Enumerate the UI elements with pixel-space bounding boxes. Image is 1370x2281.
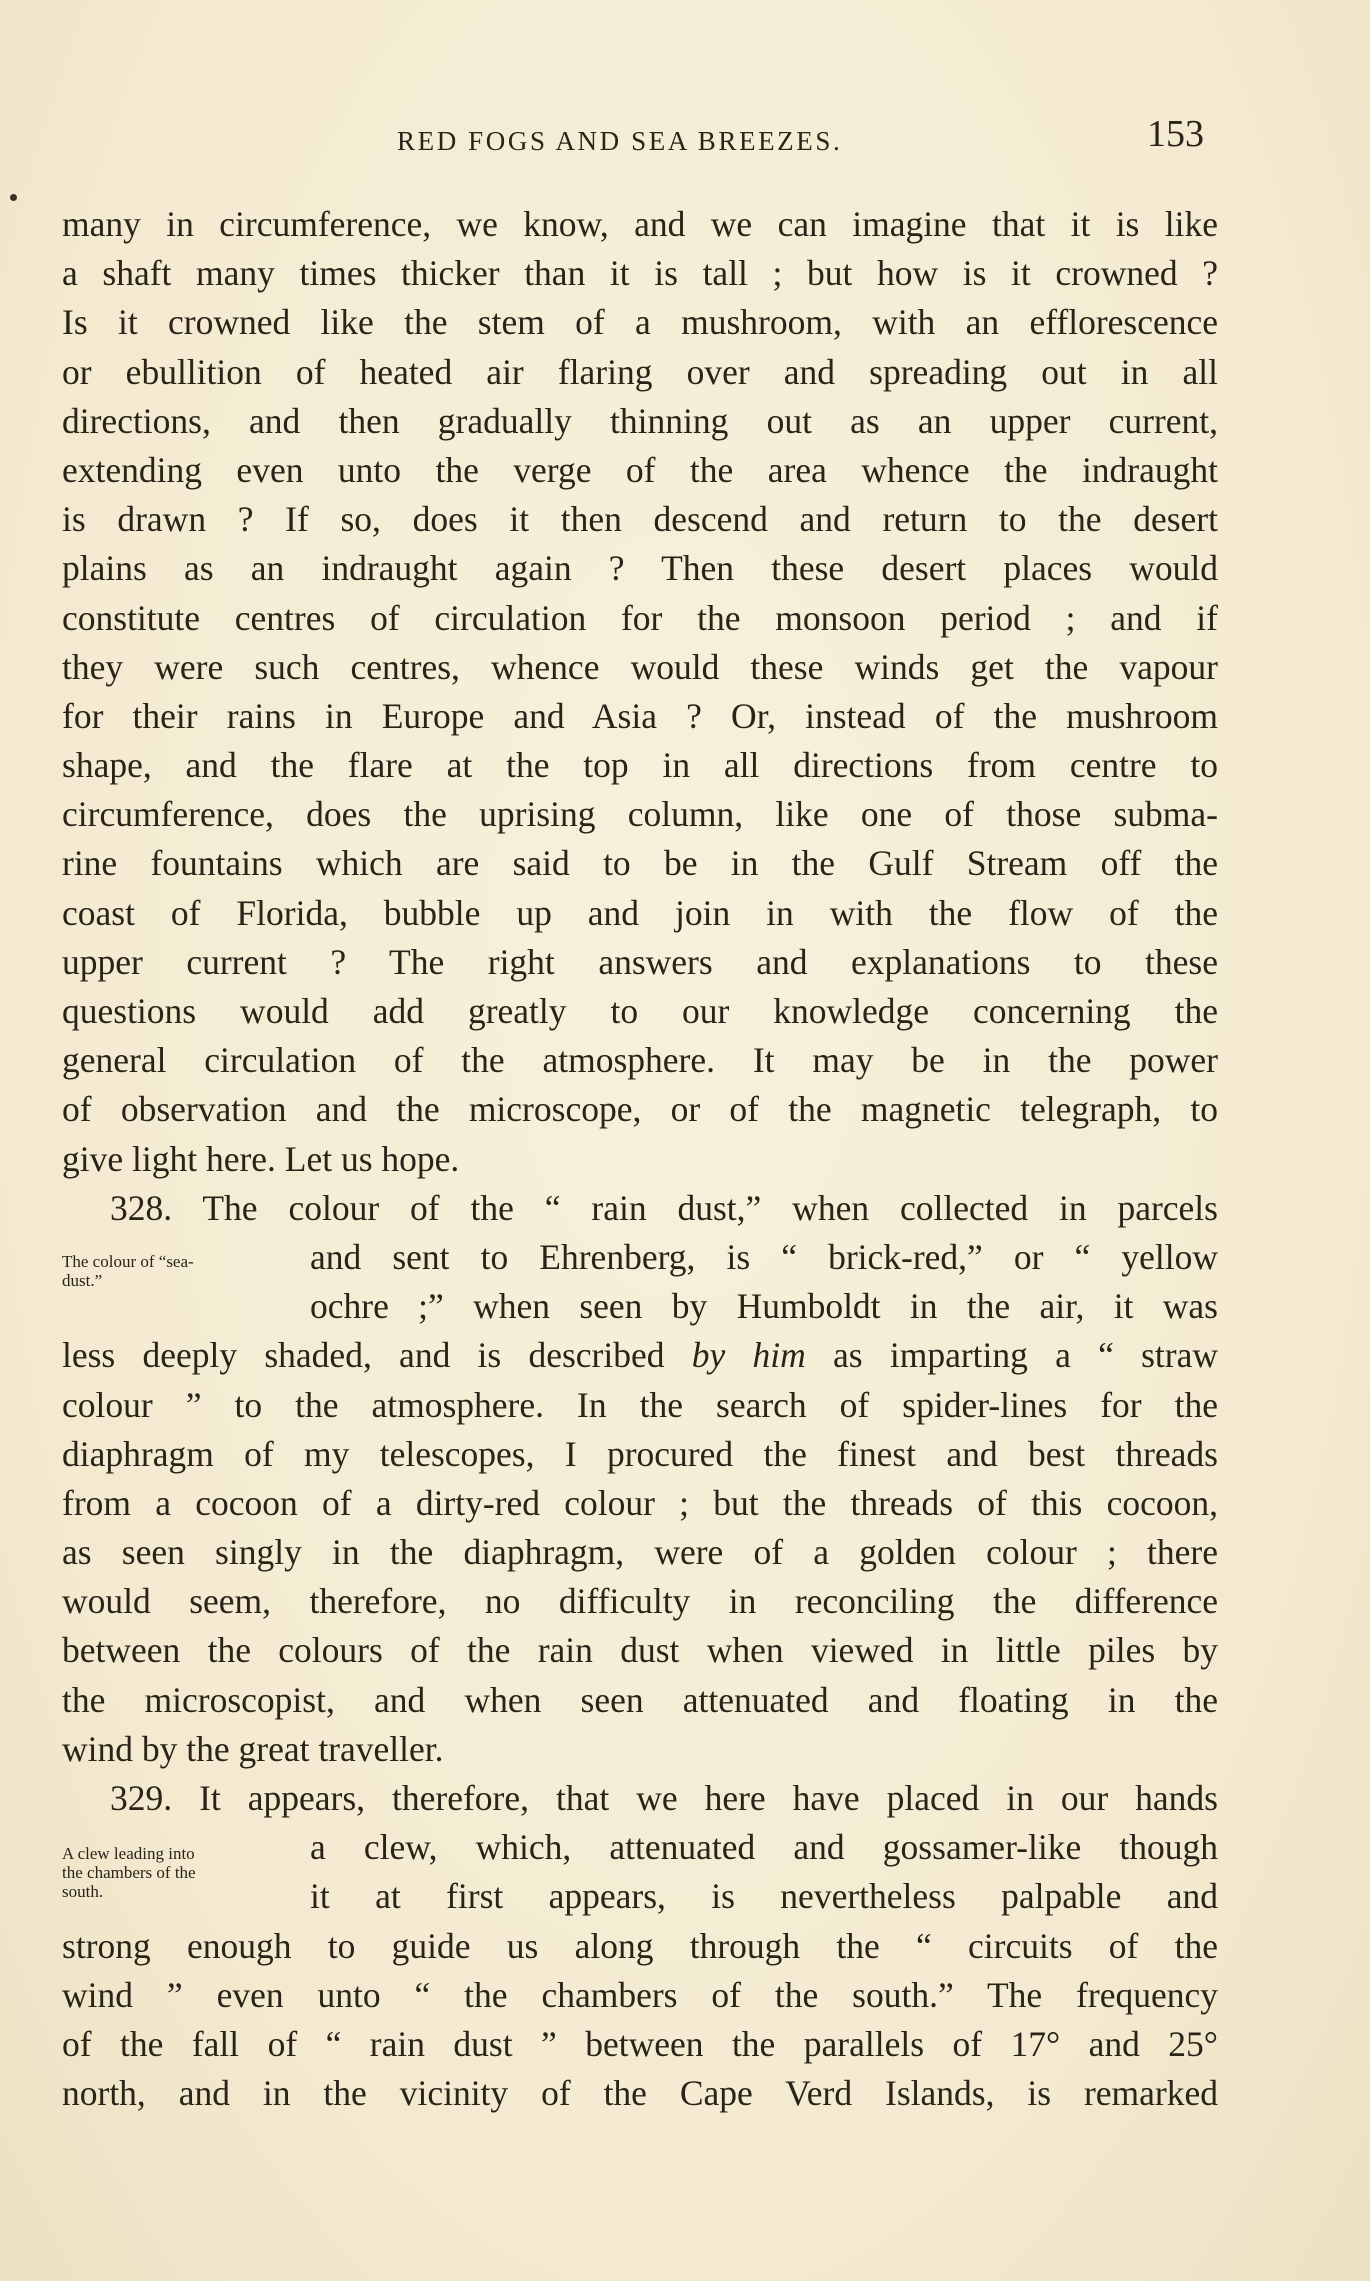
- text-line: wind by the great traveller.: [62, 1728, 444, 1769]
- paragraph-328-start: 328. The colour of the “ rain dust,” when collected in parcels: [110, 1187, 1218, 1228]
- text-line: of observation and the microscope, or of the magnetic telegraph, to: [62, 1089, 1218, 1130]
- margin-note-line: The colour of “sea-: [62, 1252, 194, 1271]
- text-span: as imparting a “ straw: [833, 1335, 1219, 1376]
- text-line: strong enough to guide us along through the “ circuits of the: [62, 1925, 1218, 1966]
- page-header: [0, 112, 1370, 162]
- text-line: of the fall of “ rain dust ” between the parallels of 17° and 25°: [62, 2023, 1218, 2064]
- text-line: diaphragm of my telescopes, I procured the finest and best threads: [62, 1433, 1218, 1474]
- text-line: a clew, which, attenuated and gossamer-like though: [310, 1827, 1218, 1868]
- text-line: would seem, therefore, no difficulty in reconciling the difference: [62, 1581, 1218, 1622]
- text-line: coast of Florida, bubble up and join in with the flow of the: [62, 892, 1218, 933]
- text-line: from a cocoon of a dirty-red colour ; but the threads of this cocoon,: [62, 1482, 1218, 1523]
- text-line: for their rains in Europe and Asia ? Or, instead of the mushroom: [62, 695, 1218, 736]
- text-line: questions would add greatly to our knowledge concerning the: [62, 991, 1218, 1031]
- margin-note-line: A clew leading into: [62, 1844, 195, 1863]
- text-line: directions, and then gradually thinning out as an upper current,: [62, 400, 1218, 441]
- text-line: as seen singly in the diaphragm, were of a golden colour ; there: [62, 1532, 1218, 1573]
- text-line: extending even unto the verge of the area whence the indraught: [62, 449, 1218, 490]
- margin-note-line: dust.”: [62, 1271, 103, 1290]
- text-line: and sent to Ehrenberg, is “ brick-red,” or “ yellow: [310, 1236, 1218, 1277]
- text-line: Is it crowned like the stem of a mushroom, with an efflorescence: [62, 302, 1218, 343]
- text-line: between the colours of the rain dust when viewed in little piles by: [62, 1630, 1218, 1671]
- text-line: upper current ? The right answers and explanations to these: [62, 941, 1218, 982]
- text-line: circumference, does the uprising column, like one of those subma-: [62, 794, 1218, 835]
- text-line: give light here. Let us hope.: [62, 1138, 460, 1179]
- margin-note-line: south.: [62, 1882, 104, 1901]
- page-number: 153: [1147, 113, 1204, 155]
- text-line: rine fountains which are said to be in the Gulf Stream off the: [62, 843, 1218, 884]
- text-line: wind ” even unto “ the chambers of the south.” The frequency: [62, 1974, 1218, 2015]
- text-line: it at first appears, is nevertheless palpable and: [310, 1876, 1218, 1917]
- text-line: the microscopist, and when seen attenuated and floating in the: [62, 1679, 1218, 1720]
- text-line: plains as an indraught again ? Then these desert places would: [62, 548, 1218, 589]
- italic-emphasis: by him: [691, 1335, 806, 1376]
- text-span: less deeply shaded, and is described: [62, 1335, 665, 1376]
- paragraph-329-start: 329. It appears, therefore, that we here have placed in our hands: [110, 1778, 1218, 1818]
- text-line: many in circumference, we know, and we can imagine that it is like: [62, 204, 1218, 244]
- text-line: ochre ;” when seen by Humboldt in the air, it was: [310, 1286, 1218, 1327]
- text-line: colour ” to the atmosphere. In the search of spider-lines for the: [62, 1384, 1218, 1425]
- text-line: shape, and the flare at the top in all directions from centre to: [62, 745, 1218, 786]
- body-text: [62, 200, 1218, 2118]
- text-line: a shaft many times thicker than it is tall ; but how is it crowned ?: [62, 253, 1218, 294]
- text-line: constitute centres of circulation for the monsoon period ; and if: [62, 597, 1218, 638]
- running-title: RED FOGS AND SEA BREEZES.: [397, 126, 843, 156]
- text-line: north, and in the vicinity of the Cape Verd Islands, is remarked: [62, 2073, 1218, 2114]
- text-line: is drawn ? If so, does it then descend and return to the desert: [62, 499, 1218, 540]
- text-line: or ebullition of heated air flaring over and spreading out in all: [62, 351, 1218, 392]
- text-line-with-italic: [62, 1331, 1218, 1380]
- margin-note-line: the chambers of the: [62, 1863, 196, 1882]
- text-line: they were such centres, whence would these winds get the vapour: [62, 646, 1218, 687]
- text-line: general circulation of the atmosphere. It may be in the power: [62, 1040, 1218, 1081]
- ink-speck: [10, 194, 17, 201]
